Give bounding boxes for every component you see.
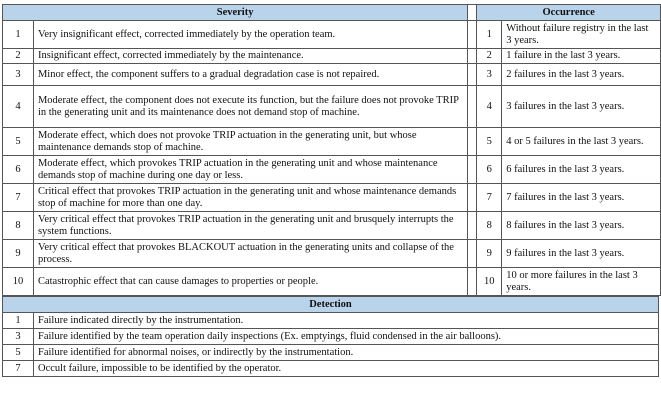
table-row (3, 345, 659, 361)
occurrence-description: 10 or more failures in the last 3 years. (502, 268, 661, 296)
table-row (3, 313, 659, 329)
severity-description: Very critical effect that provokes BLACKOUT actuation in the generating units and collapse of the process. (33, 240, 467, 268)
table-row (3, 240, 661, 268)
severity-description: Very insignificant effect, corrected immediately by the operation team. (33, 21, 467, 49)
severity-rank: 10 (3, 268, 34, 296)
detection-rank: 5 (3, 345, 34, 361)
occurrence-rank: 2 (477, 49, 502, 64)
severity-rank: 6 (3, 156, 34, 184)
occurrence-rank: 7 (477, 184, 502, 212)
severity-rank: 8 (3, 212, 34, 240)
table-row (3, 212, 661, 240)
occurrence-description: 9 failures in the last 3 years. (502, 240, 661, 268)
table-row (3, 21, 661, 49)
occurrence-description: 3 failures in the last 3 years. (502, 86, 661, 128)
detection-description: Occult failure, impossible to be identified by the operator. (34, 361, 659, 377)
occurrence-rank: 10 (477, 268, 502, 296)
occurrence-rank: 4 (477, 86, 502, 128)
severity-rank: 5 (3, 128, 34, 156)
occurrence-description: 6 failures in the last 3 years. (502, 156, 661, 184)
detection-rank: 7 (3, 361, 34, 377)
table-row (3, 64, 661, 86)
severity-header: Severity (3, 5, 468, 21)
occurrence-description: 8 failures in the last 3 years. (502, 212, 661, 240)
severity-description: Very critical effect that provokes TRIP actuation in the generating unit and brusquely interrupts the system functions. (33, 212, 467, 240)
occurrence-description: 1 failure in the last 3 years. (502, 49, 661, 64)
occurrence-header: Occurrence (477, 5, 661, 21)
occurrence-description: 7 failures in the last 3 years. (502, 184, 661, 212)
table-row (3, 49, 661, 64)
severity-rank: 3 (3, 64, 34, 86)
table-row (3, 329, 659, 345)
severity-description: Catastrophic effect that can cause damages to properties or people. (33, 268, 467, 296)
occurrence-rank: 6 (477, 156, 502, 184)
occurrence-rank: 3 (477, 64, 502, 86)
severity-occurrence-table (2, 4, 661, 296)
occurrence-description: Without failure registry in the last 3 years. (502, 21, 661, 49)
detection-rank: 1 (3, 313, 34, 329)
detection-rank: 3 (3, 329, 34, 345)
severity-description: Critical effect that provokes TRIP actuation in the generating unit and whose maintenance demands stop of machine for more than one day. (33, 184, 467, 212)
table-row (3, 268, 661, 296)
detection-description: Failure identified for abnormal noises, or indirectly by the instrumentation. (34, 345, 659, 361)
severity-rank: 7 (3, 184, 34, 212)
table-row (3, 128, 661, 156)
severity-rank: 4 (3, 86, 34, 128)
severity-rank: 9 (3, 240, 34, 268)
occurrence-description: 4 or 5 failures in the last 3 years. (502, 128, 661, 156)
severity-description: Insignificant effect, corrected immediately by the maintenance. (33, 49, 467, 64)
table-row (3, 184, 661, 212)
severity-description: Moderate effect, the component does not execute its function, but the failure does not provoke TRIP in the generating unit and its maintenance does not demand stop of machine. (33, 86, 467, 128)
fmea-criteria-table (2, 4, 661, 377)
severity-description: Moderate effect, which does not provoke TRIP actuation in the generating unit, but whose maintenance demands stop of machine. (33, 128, 467, 156)
severity-description: Moderate effect, which provokes TRIP actuation in the generating unit and whose maintenance demands stop of machine during one day or less. (33, 156, 467, 184)
occurrence-rank: 8 (477, 212, 502, 240)
occurrence-rank: 5 (477, 128, 502, 156)
column-gap (468, 5, 477, 21)
detection-description: Failure indicated directly by the instrumentation. (34, 313, 659, 329)
detection-header: Detection (3, 297, 659, 313)
occurrence-rank: 9 (477, 240, 502, 268)
severity-rank: 1 (3, 21, 34, 49)
table-row (3, 156, 661, 184)
severity-rank: 2 (3, 49, 34, 64)
severity-description: Minor effect, the component suffers to a gradual degradation case is not repaired. (33, 64, 467, 86)
occurrence-rank: 1 (477, 21, 502, 49)
detection-table (2, 296, 659, 377)
detection-description: Failure identified by the team operation daily inspections (Ex. emptyings, fluid condensed in the air balloons). (34, 329, 659, 345)
table-row (3, 86, 661, 128)
table-row (3, 361, 659, 377)
occurrence-description: 2 failures in the last 3 years. (502, 64, 661, 86)
